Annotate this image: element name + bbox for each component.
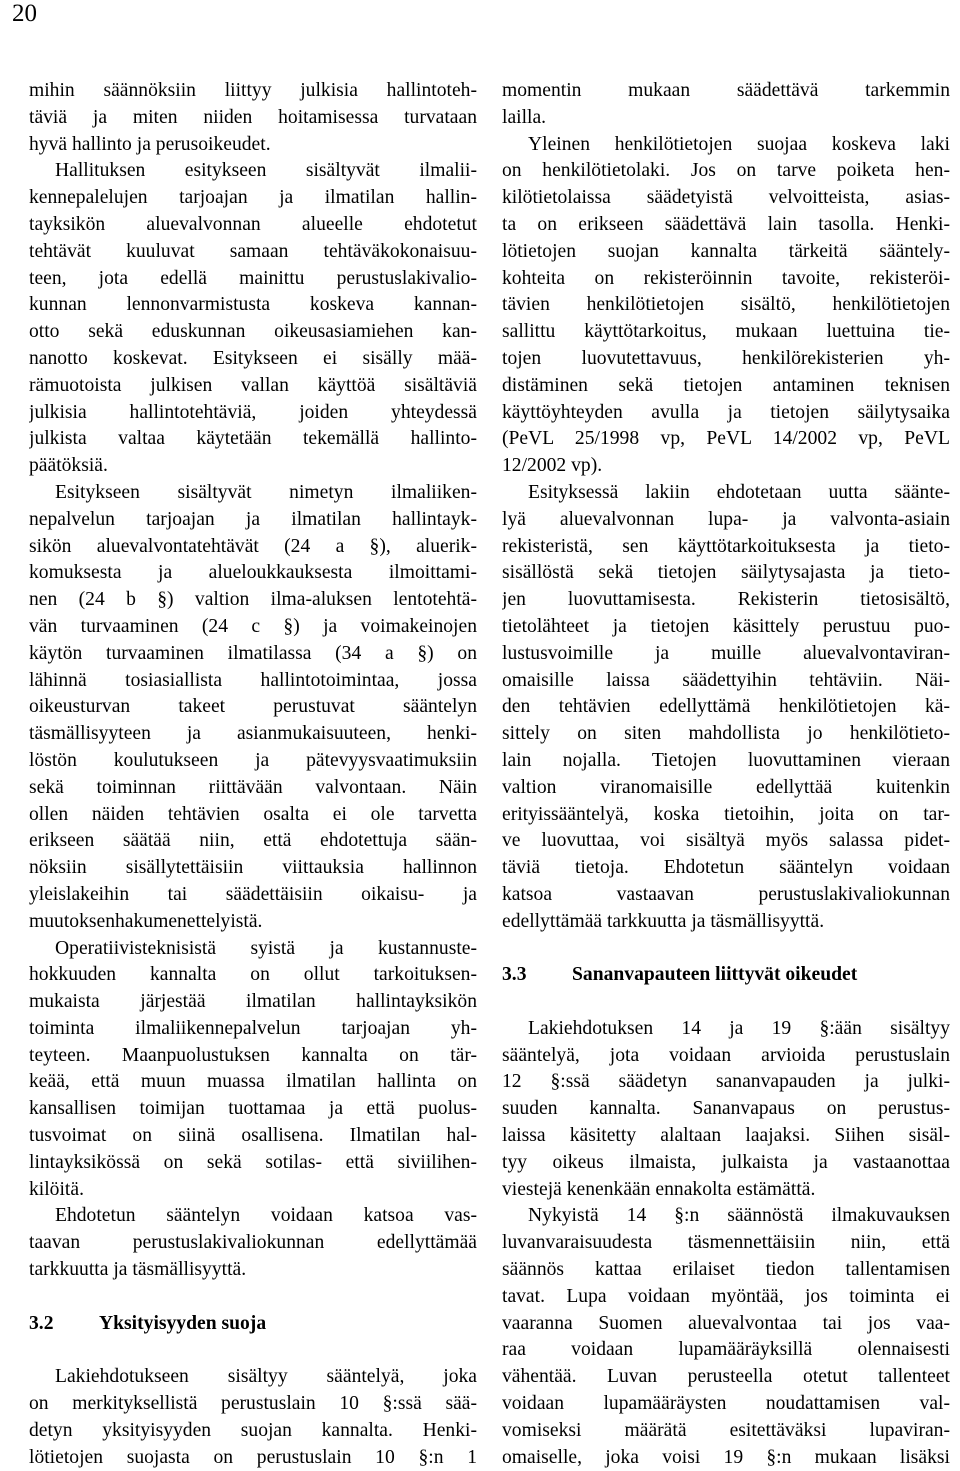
text-line: kilötietolaissa säädetyistä velvoitteista, asias- bbox=[502, 187, 950, 209]
text-line: sittely on siten mahdollista jo henkilötieto- bbox=[502, 723, 950, 745]
text-line: vaaranna Suomen aluevalvontaa tai jos vaa- bbox=[502, 1312, 950, 1334]
text-line: käytön turvaaminen ilmatilassa (34 a §) on bbox=[29, 642, 477, 664]
text-line: on henkilötietolaki. Jos on tarve poiketa hen- bbox=[502, 160, 950, 182]
text-line: katsoa vastaavan perustuslakivaliokunnan bbox=[502, 883, 950, 905]
paragraph bbox=[29, 158, 477, 480]
text-line: (PeVL 25/1998 vp, PeVL 14/2002 vp, PeVL bbox=[502, 428, 950, 450]
spacer bbox=[502, 936, 950, 963]
text-line: lötietojen suojan kannalta tärkeitä sääntely- bbox=[502, 240, 950, 262]
spacer bbox=[502, 989, 950, 1016]
text-line: suuden kannalta. Sananvapaus on perustus- bbox=[502, 1098, 950, 1120]
text-line: Operatiivisteknisistä syistä ja kustannuste- bbox=[55, 937, 477, 959]
section-number: 3.2 bbox=[29, 1312, 54, 1334]
text-line: luvanvaraisuudesta täsmennettäisiin niin, että bbox=[502, 1232, 950, 1254]
paragraph bbox=[502, 78, 950, 132]
page-number: 20 bbox=[12, 0, 37, 27]
text-line: Yleinen henkilötietojen suojaa koskeva laki bbox=[528, 133, 950, 155]
text-line: tayksikön aluevalvonnan alueelle ehdotetut bbox=[29, 213, 477, 235]
text-line: oikeusturvan takeet perustuvat sääntelyn bbox=[29, 696, 477, 718]
spacer bbox=[29, 1337, 477, 1364]
text-line: löstön koulutukseen ja pätevyysvaatimuksiin bbox=[29, 749, 477, 771]
text-line: valtion viranomaisille edellyttää kuitenkin bbox=[502, 776, 950, 798]
text-line: täsmällisyyteen ja asianmukaisuuteen, henki- bbox=[29, 723, 477, 745]
text-line: kilöitä. bbox=[29, 1178, 84, 1200]
text-line: vän turvaaminen (24 c §) ja voimakeinojen bbox=[29, 615, 477, 637]
text-line: käyttöyhteyden avulla ja tietojen säilytysaika bbox=[502, 401, 950, 423]
text-line: omaiselle, joka voisi 19 §:n mukaan lisäksi bbox=[502, 1446, 950, 1468]
section-title: Sananvapauteen liittyvät oikeudet bbox=[572, 964, 858, 986]
text-line: voidaan lupamääräysten noudattamisen val- bbox=[502, 1393, 950, 1415]
text-line: otto sekä eduskunnan oikeusasiamiehen kan- bbox=[29, 321, 477, 343]
text-line: tusvoimat on siinä osallisena. Ilmatilan hal- bbox=[29, 1125, 477, 1147]
paragraph bbox=[29, 936, 477, 1204]
paragraph bbox=[29, 1364, 477, 1471]
text-line: hokkuuden kannalta on ollut tarkoituksen- bbox=[29, 964, 477, 986]
text-line: omaisille laissa säädettyihin tehtäviin. Näi- bbox=[502, 669, 950, 691]
text-line: täviä tietoja. Ehdotetun sääntelyn voidaan bbox=[502, 857, 950, 879]
text-line: nen (24 b §) valtion ilma-aluksen lentotehtä- bbox=[29, 589, 477, 611]
text-line: on merkityksellistä perustuslain 10 §:ssä sää- bbox=[29, 1393, 477, 1415]
text-line: sikön aluevalvontatehtävät (24 a §), aluerik- bbox=[29, 535, 477, 557]
paragraph bbox=[502, 480, 950, 936]
text-line: mihin säännöksiin liittyy julkisia hallintoteh- bbox=[29, 80, 477, 101]
text-line: sisällöstä sekä tietojen säilytysajasta ja tieto- bbox=[502, 562, 950, 584]
text-line: tavat. Lupa voidaan myöntää, jos toiminta ei bbox=[502, 1285, 950, 1307]
text-line: kunnan lennonvarmistusta koskeva kannan- bbox=[29, 294, 477, 316]
text-line: 12/2002 vp). bbox=[502, 455, 603, 477]
text-line: rekisteristä, sen käyttötarkoituksesta ja tieto- bbox=[502, 535, 950, 557]
text-line: viestejä kenenkään ennakolta estämättä. bbox=[502, 1178, 816, 1200]
text-line: tietolähteet ja tietojen käsittely perustuu puo- bbox=[502, 615, 950, 637]
text-line: erikseen säätää niin, että ehdotettuja sään- bbox=[29, 830, 477, 852]
section-number: 3.3 bbox=[502, 964, 527, 986]
paragraph bbox=[29, 1203, 477, 1283]
text-line: lähinnä tosiasiallista hallintotoimintaa, jossa bbox=[29, 669, 477, 691]
paragraph bbox=[29, 78, 477, 158]
text-line: päätöksiä. bbox=[29, 455, 108, 477]
text-line: lötietojen suojasta on perustuslain 10 §:n 1 bbox=[29, 1446, 477, 1468]
section-heading bbox=[29, 1311, 477, 1338]
text-line: kohteita on rekisteröinnin tavoite, rekisteröi- bbox=[502, 267, 950, 289]
text-line: kennepalelujen tarjoajan ja ilmatilan hallin- bbox=[29, 187, 477, 209]
paragraph bbox=[502, 1016, 950, 1204]
text-line: toiminta ilmaliikennepalvelun tarjoajan yh- bbox=[29, 1017, 477, 1039]
text-line: Esityksessä lakiin ehdotetaan uutta säänte- bbox=[528, 481, 950, 503]
text-line: erityissääntelyä, koska tietoihin, joita on tar- bbox=[502, 803, 950, 825]
text-line: säännös kattaa erilaiset tiedon tallentamisen bbox=[502, 1259, 950, 1281]
text-line: hyvä hallinto ja perusoikeudet. bbox=[29, 133, 271, 155]
paragraph bbox=[502, 1203, 950, 1471]
text-line: keää, että muun muassa ilmatilan hallinta on bbox=[29, 1071, 477, 1093]
text-line: ta on erikseen säädettävä lain tasolla. Henki- bbox=[502, 213, 950, 235]
text-line: lyä aluevalvonnan lupa- ja valvonta-asiain bbox=[502, 508, 950, 530]
text-line: Hallituksen esitykseen sisältyvät ilmalii- bbox=[55, 160, 477, 182]
text-line: distäminen sekä tietojen antaminen teknisen bbox=[502, 374, 950, 396]
spacer bbox=[29, 1284, 477, 1311]
text-line: Nykyistä 14 §:n säännöstä ilmakuvauksen bbox=[528, 1205, 950, 1227]
text-line: mukaista järjestää ilmatilan hallintayksikön bbox=[29, 991, 477, 1013]
text-line: julkista valtaa käytetään tekemällä hallinto- bbox=[29, 428, 477, 450]
text-line: kansallisen toimijan tuottamaa ja että puolus- bbox=[29, 1098, 477, 1120]
text-line: julkisia hallintotehtäviä, joiden yhteydessä bbox=[29, 401, 477, 423]
text-line: nepalvelun tarjoajan ja ilmatilan hallintayk- bbox=[29, 508, 477, 530]
text-line: tojen luovutettavuus, henkilörekisterien yh- bbox=[502, 347, 950, 369]
text-line: sallittu käyttötarkoitus, mukaan luettuina tie- bbox=[502, 321, 950, 343]
text-line: rämuotoista julkisen vallan käyttöä sisältäviä bbox=[29, 374, 477, 396]
text-line: jen luovuttamisesta. Rekisterin tietosisältö, bbox=[502, 589, 950, 611]
text-line: ollen näiden tehtävien osalta ei ole tarvetta bbox=[29, 803, 477, 825]
text-line: taavan perustuslakivaliokunnan edellyttämää bbox=[29, 1232, 477, 1254]
text-line: täviä ja miten niiden hoitamisessa turvataan bbox=[29, 106, 477, 128]
text-line: vomiseksi määrätä esitettäväksi lupaviran- bbox=[502, 1419, 950, 1441]
text-line: momentin mukaan säädettävä tarkemmin bbox=[502, 80, 950, 101]
text-line: teen, jota edellä mainittu perustuslakivalio- bbox=[29, 267, 477, 289]
text-line: sääntelyä, jota voidaan arvioida perustuslain bbox=[502, 1044, 950, 1066]
section-title: Yksityisyyden suoja bbox=[99, 1312, 267, 1334]
right-column bbox=[502, 78, 950, 1471]
text-line: teyteen. Maanpuolustuksen kannalta on tär- bbox=[29, 1044, 477, 1066]
text-line: nanotto koskevat. Esitykseen ei sisälly mää- bbox=[29, 347, 477, 369]
text-line: detyn yksityisyyden suojan kannalta. Henki- bbox=[29, 1419, 477, 1441]
text-line: yleislakeihin tai säädettäisiin oikaisu- ja bbox=[29, 883, 477, 905]
text-line: Lakiehdotuksen 14 ja 19 §:ään sisältyy bbox=[528, 1017, 950, 1039]
text-line: laissa käsitetty alaltaan laajaksi. Siihen sisäl- bbox=[502, 1125, 950, 1147]
text-line: sekä toiminnan riittävään valvontaan. Näin bbox=[29, 776, 477, 798]
text-line: ve luovuttaa, voi sisältyä myös salassa pidet- bbox=[502, 830, 950, 852]
text-line: lustusvoimille ja muille aluevalvontaviran- bbox=[502, 642, 950, 664]
left-column bbox=[29, 78, 477, 1471]
paragraph bbox=[502, 132, 950, 480]
section-heading bbox=[502, 962, 950, 989]
text-line: Esitykseen sisältyvät nimetyn ilmaliiken- bbox=[55, 481, 477, 503]
text-line: den tehtävien edellyttämä henkilötietojen kä- bbox=[502, 696, 950, 718]
text-line: Ehdotetun sääntelyn voidaan katsoa vas- bbox=[55, 1205, 477, 1227]
text-line: lintayksikössä on sekä sotilas- että siviilihen- bbox=[29, 1151, 477, 1173]
paragraph bbox=[29, 480, 477, 936]
text-line: tarkkuutta ja täsmällisyyttä. bbox=[29, 1259, 247, 1281]
text-line: komuksesta ja alueloukkauksesta ilmoittami- bbox=[29, 562, 477, 584]
text-line: lain nojalla. Tietojen luovuttaminen vieraan bbox=[502, 749, 950, 771]
text-line: tyy oikeus ilmaista, julkaista ja vastaanottaa bbox=[502, 1151, 950, 1173]
text-line: lailla. bbox=[502, 106, 547, 128]
text-line: 12 §:ssä säädetyn sananvapauden ja julki- bbox=[502, 1071, 950, 1093]
text-line: muutoksenhakumenettelyistä. bbox=[29, 910, 263, 932]
text-line: edellyttämää tarkkuutta ja täsmällisyyttä. bbox=[502, 910, 825, 932]
text-line: vähentää. Luvan perusteella otetut tallenteet bbox=[502, 1366, 950, 1388]
text-line: nöksiin sisällytettäisiin viittauksia hallinnon bbox=[29, 857, 477, 879]
text-line: tehtävät kuuluvat samaan tehtäväkokonaisuu- bbox=[29, 240, 477, 262]
text-line: Lakiehdotukseen sisältyy sääntelyä, joka bbox=[55, 1366, 477, 1388]
text-line: raa voidaan lupamääräyksillä olennaisesti bbox=[502, 1339, 950, 1361]
text-line: tävien henkilötietojen sisältö, henkilötietojen bbox=[502, 294, 950, 316]
